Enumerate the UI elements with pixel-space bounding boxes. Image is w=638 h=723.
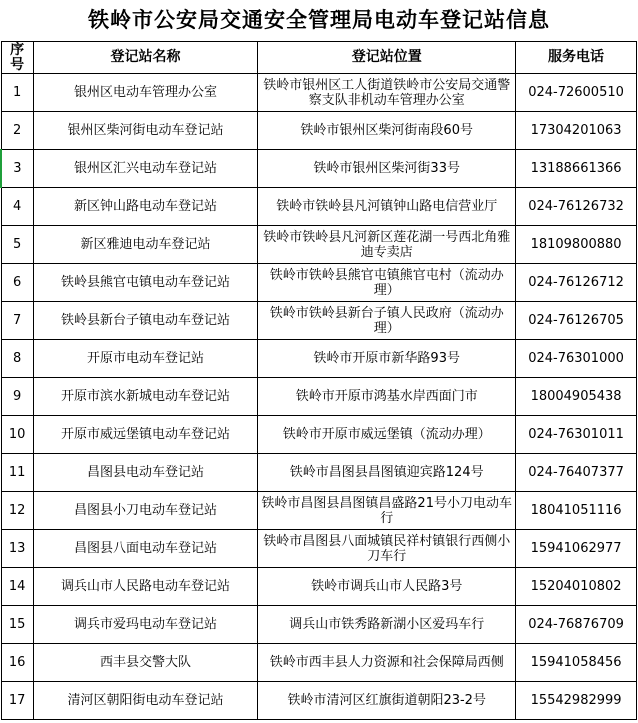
cell-name: 开原市威远堡镇电动车登记站 — [33, 416, 258, 454]
table-row — [1, 340, 637, 378]
header-phone: 服务电话 — [516, 42, 637, 74]
cell-phone: 024-76301000 — [516, 340, 637, 378]
cell-phone: 024-76126705 — [516, 302, 637, 340]
cell-location: 铁岭市昌图县昌图镇昌盛路21号小刀电动车行 — [258, 492, 516, 530]
cell-location: 铁岭市银州区柴河街33号 — [258, 150, 516, 188]
cell-name: 新区钟山路电动车登记站 — [33, 188, 258, 226]
cell-name: 铁岭县新台子镇电动车登记站 — [33, 302, 258, 340]
cell-location: 铁岭市调兵山市人民路3号 — [258, 568, 516, 606]
cell-no: 7 — [1, 302, 33, 340]
station-table — [0, 41, 637, 720]
table-row — [1, 188, 637, 226]
cell-no: 5 — [1, 226, 33, 264]
cell-phone: 024-76126732 — [516, 188, 637, 226]
cell-no: 17 — [1, 682, 33, 720]
cell-location: 调兵山市铁秀路新湖小区爱玛车行 — [258, 606, 516, 644]
cell-phone: 024-76876709 — [516, 606, 637, 644]
header-name: 登记站名称 — [33, 42, 258, 74]
cell-location: 铁岭市银州区柴河街南段60号 — [258, 112, 516, 150]
cell-location: 铁岭市昌图县八面城镇民祥村镇银行西侧小刀车行 — [258, 530, 516, 568]
cell-location: 铁岭市开原市鸿基水岸西面门市 — [258, 378, 516, 416]
cell-location: 铁岭市铁岭县凡河新区莲花湖一号西北角雅迪专卖店 — [258, 226, 516, 264]
cell-phone: 18041051116 — [516, 492, 637, 530]
cell-name: 新区雅迪电动车登记站 — [33, 226, 258, 264]
cell-no: 1 — [1, 74, 33, 112]
cell-name: 清河区朝阳街电动车登记站 — [33, 682, 258, 720]
cell-location: 铁岭市银州区工人街道铁岭市公安局交通警察支队非机动车管理办公室 — [258, 74, 516, 112]
header-location: 登记站位置 — [258, 42, 516, 74]
cell-phone: 18109800880 — [516, 226, 637, 264]
cell-name: 开原市滨水新城电动车登记站 — [33, 378, 258, 416]
table-row — [1, 416, 637, 454]
cell-no: 9 — [1, 378, 33, 416]
cell-phone: 18004905438 — [516, 378, 637, 416]
table-row — [1, 112, 637, 150]
cell-no: 6 — [1, 264, 33, 302]
header-row — [1, 42, 637, 74]
table-row — [1, 606, 637, 644]
cell-name: 西丰县交警大队 — [33, 644, 258, 682]
cell-no: 11 — [1, 454, 33, 492]
cell-phone: 024-76407377 — [516, 454, 637, 492]
cell-location: 铁岭市开原市新华路93号 — [258, 340, 516, 378]
cell-phone: 024-76301011 — [516, 416, 637, 454]
cell-location: 铁岭市清河区红旗街道朝阳23-2号 — [258, 682, 516, 720]
cell-name: 开原市电动车登记站 — [33, 340, 258, 378]
cell-no: 16 — [1, 644, 33, 682]
cell-phone: 15542982999 — [516, 682, 637, 720]
cell-phone: 17304201063 — [516, 112, 637, 150]
cell-name: 昌图县小刀电动车登记站 — [33, 492, 258, 530]
cell-name: 铁岭县熊官屯镇电动车登记站 — [33, 264, 258, 302]
cell-name: 调兵市爱玛电动车登记站 — [33, 606, 258, 644]
table-row — [1, 454, 637, 492]
table-row — [1, 226, 637, 264]
cell-no: 8 — [1, 340, 33, 378]
table-row — [1, 150, 637, 188]
cell-no: 10 — [1, 416, 33, 454]
cell-no: 2 — [1, 112, 33, 150]
table-row — [1, 492, 637, 530]
cell-phone: 15204010802 — [516, 568, 637, 606]
table-row — [1, 302, 637, 340]
cell-location: 铁岭市铁岭县新台子镇人民政府（流动办理） — [258, 302, 516, 340]
cell-location: 铁岭市铁岭县凡河镇钟山路电信营业厅 — [258, 188, 516, 226]
table-row — [1, 644, 637, 682]
table-row — [1, 74, 637, 112]
table-row — [1, 264, 637, 302]
cell-no: 12 — [1, 492, 33, 530]
table-row — [1, 682, 637, 720]
cell-name: 调兵山市人民路电动车登记站 — [33, 568, 258, 606]
header-no: 序号 — [1, 42, 33, 74]
page-title: 铁岭市公安局交通安全管理局电动车登记站信息 — [88, 7, 550, 32]
cell-location: 铁岭市开原市威远堡镇（流动办理） — [258, 416, 516, 454]
cell-name: 银州区电动车管理办公室 — [33, 74, 258, 112]
cell-name: 银州区柴河街电动车登记站 — [33, 112, 258, 150]
cell-no: 14 — [1, 568, 33, 606]
cell-phone: 024-76126712 — [516, 264, 637, 302]
cell-location: 铁岭市西丰县人力资源和社会保障局西侧 — [258, 644, 516, 682]
cell-name: 昌图县电动车登记站 — [33, 454, 258, 492]
cell-phone: 024-72600510 — [516, 74, 637, 112]
cell-phone: 15941062977 — [516, 530, 637, 568]
table-row — [1, 378, 637, 416]
cell-name: 银州区汇兴电动车登记站 — [33, 150, 258, 188]
table-row — [1, 530, 637, 568]
cell-no: 13 — [1, 530, 33, 568]
cell-no: 15 — [1, 606, 33, 644]
table-row — [1, 568, 637, 606]
cell-phone: 13188661366 — [516, 150, 637, 188]
cell-name: 昌图县八面电动车登记站 — [33, 530, 258, 568]
cell-no: 3 — [1, 150, 33, 188]
cell-phone: 15941058456 — [516, 644, 637, 682]
cell-location: 铁岭市铁岭县熊官屯镇熊官屯村（流动办理） — [258, 264, 516, 302]
cell-no: 4 — [1, 188, 33, 226]
cell-location: 铁岭市昌图县昌图镇迎宾路124号 — [258, 454, 516, 492]
